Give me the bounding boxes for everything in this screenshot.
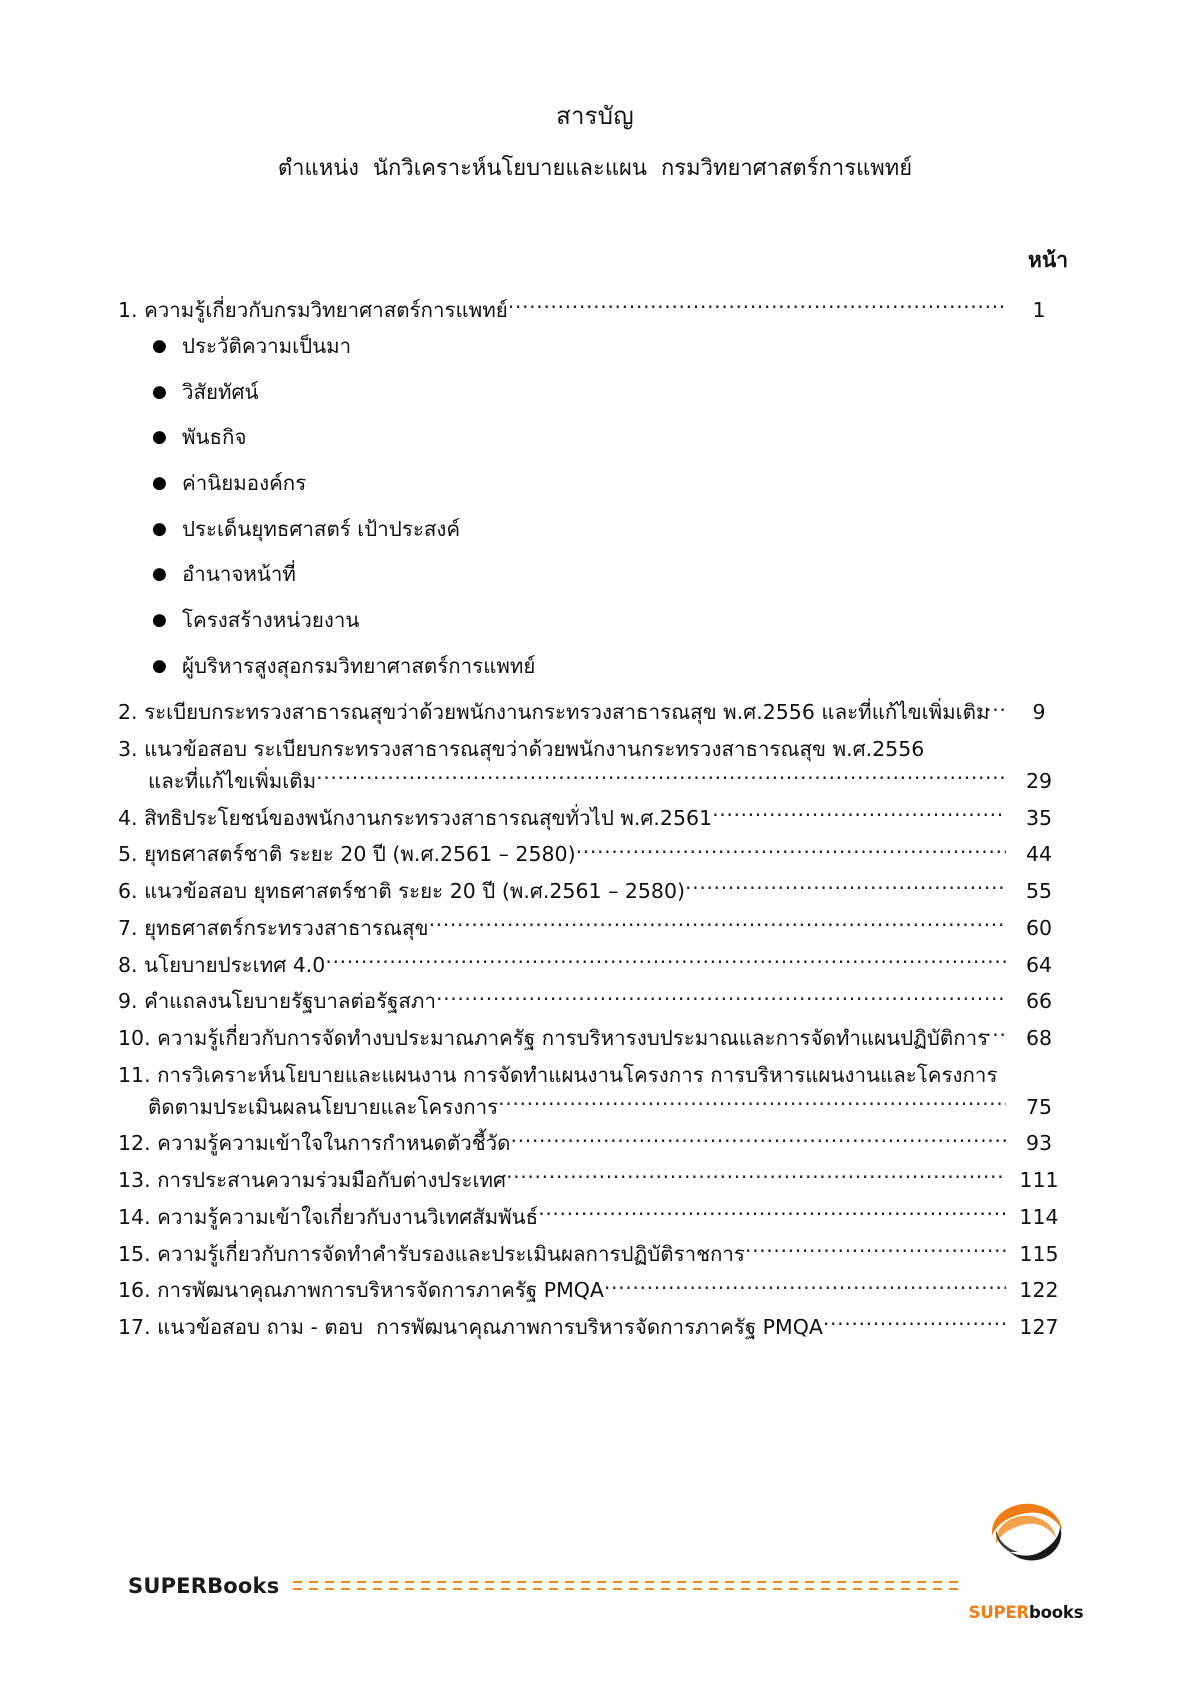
logo-wordmark-super: SUPER xyxy=(968,1603,1030,1622)
toc-entry-page-number: 64 xyxy=(1025,952,1053,977)
toc-entry-page-number: 60 xyxy=(1025,915,1053,940)
toc-entry-page-number: 35 xyxy=(1025,805,1053,830)
toc-entry[interactable] xyxy=(118,1312,1072,1343)
toc-entry-page-number: 44 xyxy=(1025,842,1053,867)
bullet-icon: ● xyxy=(152,518,167,539)
document-header xyxy=(0,0,1190,184)
toc-dot-leader xyxy=(429,914,1006,935)
toc-entry[interactable] xyxy=(118,950,1072,981)
toc-entry[interactable] xyxy=(118,986,1072,1017)
toc-entry-page-number: 55 xyxy=(1025,879,1053,904)
toc-entry-label: ติดตามประเมินผลนโยบายและโครงการ xyxy=(148,1094,499,1119)
toc-dot-leader xyxy=(576,841,1006,862)
list-item[interactable] xyxy=(152,332,1072,361)
toc-entry[interactable] xyxy=(118,697,1072,728)
toc-entry-page-number: 114 xyxy=(1019,1204,1059,1229)
toc-dot-leader xyxy=(823,1314,1006,1335)
toc-entry-page-number: 66 xyxy=(1025,989,1053,1014)
toc-entry[interactable] xyxy=(118,1202,1072,1233)
toc-entry-label: 8. นโยบายประเทศ 4.0 xyxy=(118,952,326,977)
list-item[interactable] xyxy=(152,560,1072,589)
toc-entry[interactable] xyxy=(118,1092,1072,1123)
toc-entry[interactable] xyxy=(118,766,1072,797)
page-column-header: หน้า xyxy=(1028,248,1068,273)
toc-entry-label: 1. ความรู้เกี่ยวกับกรมวิทยาศาสตร์การแพทย์ xyxy=(118,298,508,323)
bullet-icon: ● xyxy=(152,609,167,630)
toc-entry-page-number: 115 xyxy=(1019,1241,1059,1266)
toc-entry[interactable] xyxy=(118,876,1072,907)
toc-dot-leader xyxy=(978,1025,1006,1046)
list-item-label: โครงสร้างหน่วยงาน xyxy=(182,607,360,632)
toc-entry-label: 16. การพัฒนาคุณภาพการบริหารจัดการภาครัฐ PMQA xyxy=(118,1278,604,1303)
toc-entry-label: 3. แนวข้อสอบ ระเบียบกระทรวงสาธารณสุขว่าด้วยพนักงานกระทรวงสาธารณสุข พ.ศ.2556 xyxy=(118,737,925,762)
toc-dot-leader xyxy=(978,1061,1006,1082)
toc-dot-leader xyxy=(745,1240,1006,1261)
toc-dot-leader xyxy=(604,1277,1006,1298)
toc-entry-label: 4. สิทธิประโยชน์ของพนักงานกระทรวงสาธารณสุขทั่วไป พ.ศ.2561 xyxy=(118,805,713,830)
toc-entry-page-number: 68 xyxy=(1025,1026,1053,1051)
toc-entry-page-number: 29 xyxy=(1025,768,1053,793)
toc-dot-leader xyxy=(498,1093,1006,1114)
toc-entry-page-number: 9 xyxy=(1032,700,1046,725)
toc-entry[interactable] xyxy=(118,734,1072,765)
toc-entry-label: 2. ระเบียบกระทรวงสาธารณสุขว่าด้วยพนักงานกระทรวงสาธารณสุข พ.ศ.2556 และที่แก้ไขเพิ่มเติม xyxy=(118,700,990,725)
toc-entry-label: 13. การประสานความร่วมมือกับต่างประเทศ xyxy=(118,1168,507,1193)
toc-entry-label: 17. แนวข้อสอบ ถาม - ตอบ การพัฒนาคุณภาพการบริหารจัดการภาครัฐ PMQA xyxy=(118,1315,823,1340)
toc-dot-leader xyxy=(510,1130,1006,1151)
footer-brand-super: SUPER xyxy=(128,1574,208,1598)
toc-entry[interactable] xyxy=(118,1060,1072,1091)
list-item-label: พันธกิจ xyxy=(182,425,247,450)
bullet-icon: ● xyxy=(152,427,167,448)
toc-entry-page-number: 122 xyxy=(1019,1278,1059,1303)
footer-brand xyxy=(128,1574,279,1598)
footer-brand-books: Books xyxy=(207,1574,280,1598)
logo-wordmark xyxy=(969,1603,1084,1622)
toc-entry[interactable] xyxy=(118,1275,1072,1306)
toc-entry[interactable] xyxy=(118,913,1072,944)
footer-divider xyxy=(293,1581,958,1591)
toc-entry[interactable] xyxy=(118,803,1072,834)
list-item-label: อำนาจหน้าที่ xyxy=(182,562,296,587)
toc-entry-label: 10. ความรู้เกี่ยวกับการจัดทำงบประมาณภาครัฐ การบริหารงบประมาณและการจัดทำแผนปฏิบัติการ xyxy=(118,1026,989,1051)
toc-entry-label: 11. การวิเคราะห์นโยบายและแผนงาน การจัดทำแผนงานโครงการ การบริหารแผนงานและโครงการ xyxy=(118,1062,998,1087)
page-subtitle: ตำแหน่ง นักวิเคราะห์นโยบายและแผน กรมวิทยาศาสตร์การแพทย์ xyxy=(277,156,913,182)
toc-entry[interactable] xyxy=(118,1165,1072,1196)
list-item-label: ผู้บริหารสูงสุอกรมวิทยาศาสตร์การแพทย์ xyxy=(182,653,536,678)
toc-entry-label: 7. ยุทธศาสตร์กระทรวงสาธารณสุข xyxy=(118,915,429,940)
logo-wordmark-books: books xyxy=(1029,1603,1084,1622)
toc-entry-page-number: 127 xyxy=(1019,1315,1059,1340)
toc-subitem-list xyxy=(118,332,1072,681)
toc-entry-page-number: 75 xyxy=(1025,1094,1053,1119)
list-item-label: วิสัยทัศน์ xyxy=(182,379,259,404)
toc-entry-page-number: 111 xyxy=(1019,1168,1059,1193)
toc-entry-label: และที่แก้ไขเพิ่มเติม xyxy=(148,768,317,793)
toc-entry-label: 6. แนวข้อสอบ ยุทธศาสตร์ชาติ ระยะ 20 ปี (พ.ศ.2561 – 2580) xyxy=(118,879,686,904)
list-item[interactable] xyxy=(152,378,1072,407)
toc-entry-label: 9. คำแถลงนโยบายรัฐบาลต่อรัฐสภา xyxy=(118,989,436,1014)
list-item[interactable] xyxy=(152,652,1072,681)
toc-entry[interactable] xyxy=(118,839,1072,870)
bullet-icon: ● xyxy=(152,381,167,402)
list-item-label: ประวัติความเป็นมา xyxy=(182,333,352,358)
toc-dot-leader xyxy=(712,804,1006,825)
toc-dot-leader xyxy=(508,297,1006,318)
bullet-icon: ● xyxy=(152,564,167,585)
toc-dot-leader xyxy=(325,951,1006,972)
toc-entry[interactable] xyxy=(118,1239,1072,1270)
bullet-icon: ● xyxy=(152,655,167,676)
bullet-icon: ● xyxy=(152,472,167,493)
toc-dot-leader xyxy=(978,699,1006,720)
toc-dot-leader xyxy=(316,767,1006,788)
superbooks-logo xyxy=(968,1544,1084,1628)
toc-entry-page-number: 93 xyxy=(1025,1131,1053,1156)
toc-dot-leader xyxy=(436,988,1006,1009)
toc-dot-leader xyxy=(685,878,1006,899)
toc-dot-leader xyxy=(538,1203,1006,1224)
list-item-label: ประเด็นยุทธศาสตร์ เป้าประสงค์ xyxy=(182,516,461,541)
table-of-contents xyxy=(0,295,1190,1343)
toc-entry[interactable] xyxy=(118,295,1072,326)
page-footer xyxy=(0,1541,1190,1631)
swoosh-icon xyxy=(986,1500,1066,1562)
toc-entry[interactable] xyxy=(118,1023,1072,1054)
toc-entry[interactable] xyxy=(118,1128,1072,1159)
toc-entry-page-number: 1 xyxy=(1032,298,1046,323)
list-item[interactable] xyxy=(152,469,1072,498)
list-item[interactable] xyxy=(152,515,1072,544)
toc-entry-label: 12. ความรู้ความเข้าใจในการกำหนดตัวชี้วัด xyxy=(118,1131,511,1156)
toc-dot-leader xyxy=(924,736,1006,757)
list-item[interactable] xyxy=(152,606,1072,635)
toc-dot-leader xyxy=(506,1167,1006,1188)
bullet-icon: ● xyxy=(152,335,167,356)
toc-entry-label: 14. ความรู้ความเข้าใจเกี่ยวกับงานวิเทศสัมพันธ์ xyxy=(118,1204,539,1229)
list-item[interactable] xyxy=(152,423,1072,452)
page-title: สารบัญ xyxy=(556,102,634,130)
toc-entry-label: 5. ยุทธศาสตร์ชาติ ระยะ 20 ปี (พ.ศ.2561 – 2580) xyxy=(118,842,576,867)
list-item-label: ค่านิยมองค์กร xyxy=(182,470,307,495)
toc-entry-label: 15. ความรู้เกี่ยวกับการจัดทำคำรับรองและประเมินผลการปฏิบัติราชการ xyxy=(118,1241,745,1266)
